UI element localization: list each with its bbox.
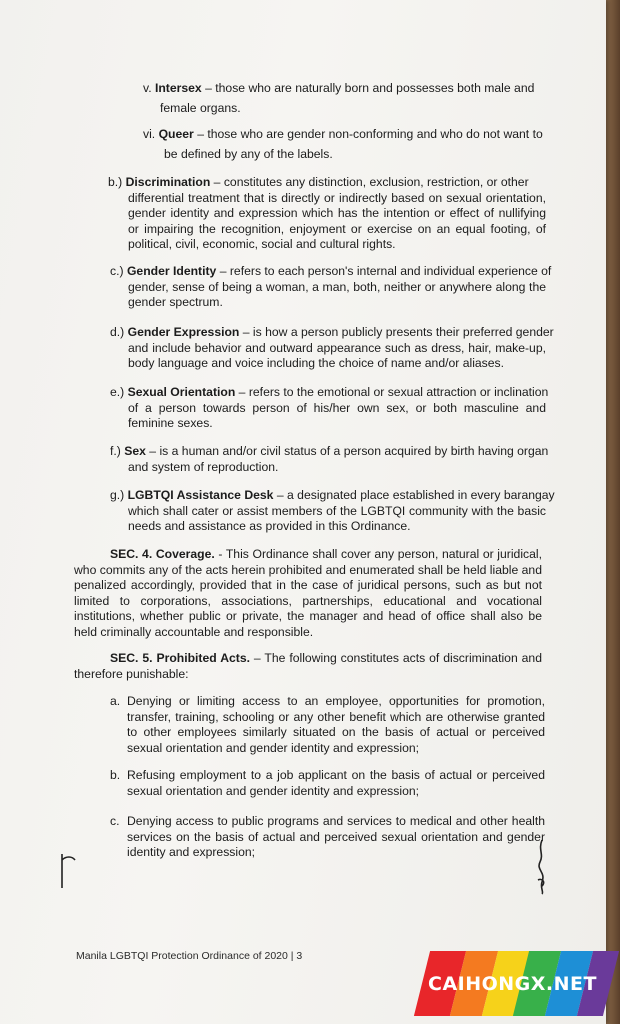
item-marker: c.) xyxy=(110,264,127,278)
definition-text-cont: of a person towards person of his/her own sex, or both masculine and feminine sexes. xyxy=(128,400,546,431)
watermark-text: CAIHONGX.NET xyxy=(428,972,597,995)
definition-text: – is a human and/or civil status of a person acquired by birth having organ xyxy=(145,444,549,458)
term: Queer xyxy=(158,127,194,141)
section-heading: SEC. 5. Prohibited Acts. xyxy=(110,651,250,665)
item-marker: v. xyxy=(143,81,155,95)
caihongx-watermark xyxy=(414,951,611,1016)
handwritten-initial-right xyxy=(530,838,552,896)
term: Intersex xyxy=(154,81,202,95)
item-marker: c. xyxy=(110,814,120,828)
term: Sex xyxy=(124,444,146,458)
handwritten-initial-left xyxy=(56,850,80,892)
term: LGBTQI Assistance Desk xyxy=(127,488,274,502)
definition-text-cont: gender, sense of being a woman, a man, both, neither or anywhere along the gender spectrum. xyxy=(128,279,546,310)
definition-text: – a designated place established in every barangay xyxy=(273,488,555,502)
page-footer: Manila LGBTQI Protection Ordinance of 2020 | 3 xyxy=(76,950,303,962)
item-marker: g.) xyxy=(110,488,128,502)
item-marker: d.) xyxy=(110,325,128,339)
section-heading: SEC. 4. Coverage. xyxy=(110,547,215,561)
definition-text: – those who are naturally born and possesses both male and xyxy=(201,81,535,95)
definition-text: – is how a person publicly presents their preferred gender xyxy=(239,325,554,339)
prohibited-act-text: Refusing employment to a job applicant on the basis of actual or perceived sexual orientation and gender identity and expression; xyxy=(127,768,545,798)
item-marker: a. xyxy=(110,694,121,708)
definition-text-cont: differential treatment that is directly or indirectly based on sexual orientation, gender identity and expression which has the intention or effect of nullifying or impairing the recognition, enjoyment or exercise on an equal footing, of political, civil, economic, social and cultural rights. xyxy=(128,190,546,252)
definition-text-cont: and system of reproduction. xyxy=(128,459,279,474)
term: Discrimination xyxy=(125,175,211,189)
section-text: – The following constitutes acts of discrimination and therefore punishable: xyxy=(74,651,542,681)
definition-text-cont: female organs. xyxy=(160,101,241,115)
term: Gender Expression xyxy=(127,325,240,339)
item-marker: vi. xyxy=(143,127,159,141)
prohibited-act-text: Denying access to public programs and services to medical and other health services on the basis of actual and perceived sexual orientation and gender identity and expression; xyxy=(127,814,545,860)
item-marker: e.) xyxy=(110,385,128,399)
section-4-coverage xyxy=(74,547,542,641)
section-text: - This Ordinance shall cover any person, natural or juridical, who commits any of the acts herein prohibited and enumerated shall be held liable and penalized accordingly, provided that in the case of juridical persons, such as but not limited to corporations, associations, partnerships, educational and vocational institutions, whether public or private, the manager and head of office shall also be held criminally accountable and responsible. xyxy=(74,547,542,639)
section-5-prohibited-acts xyxy=(74,651,542,682)
item-marker: b. xyxy=(110,768,121,782)
term: Gender Identity xyxy=(126,264,217,278)
term: Sexual Orientation xyxy=(127,385,236,399)
definition-text-cont: be defined by any of the labels. xyxy=(164,147,333,161)
item-marker: f.) xyxy=(110,444,125,458)
prohibited-act-text: Denying or limiting access to an employee, opportunities for promotion, transfer, training, schooling or any other benefit which are otherwise granted to other employees similarly situated on the basis of actual or perceived sexual orientation and gender identity and expression; xyxy=(127,694,545,755)
definition-text: – those who are gender non-conforming and who do not want to xyxy=(193,127,543,141)
background-edge xyxy=(606,0,620,1024)
definition-text: – constitutes any distinction, exclusion, restriction, or other xyxy=(210,175,529,189)
definition-text: – refers to each person's internal and individual experience of xyxy=(216,264,552,278)
definition-text: – refers to the emotional or sexual attraction or inclination xyxy=(235,385,549,399)
definition-text-cont: which shall cater or assist members of the LGBTQI community with the basic needs and assistance as provided in this Ordinance. xyxy=(128,503,546,534)
definition-text-cont: and include behavior and outward appearance such as dress, hair, make-up, body language and voice including the choice of name and/or aliases. xyxy=(128,340,546,371)
item-marker: b.) xyxy=(108,175,126,189)
